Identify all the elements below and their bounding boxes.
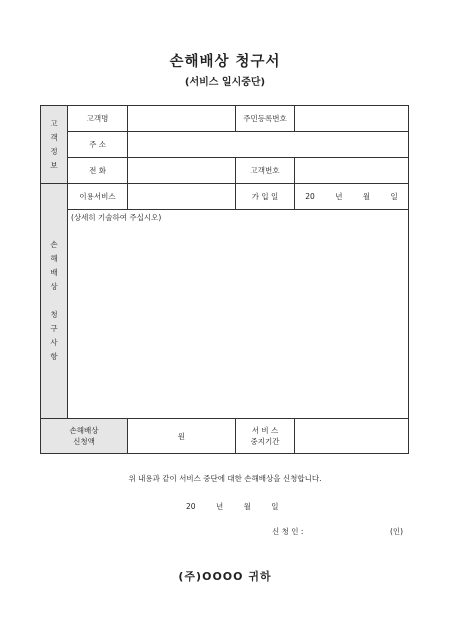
customer-number-field[interactable]	[295, 158, 409, 184]
customer-section-label	[41, 106, 68, 184]
join-date-day-unit: 일	[390, 192, 398, 201]
applicant-label: 신 청 인 :	[272, 527, 304, 536]
join-date-field[interactable]	[295, 184, 409, 210]
claim-statement: 위 내용과 같이 서비스 중단에 대한 손해배상을 신청합니다.	[128, 474, 322, 483]
join-date-year-unit: 년	[335, 192, 343, 201]
suspension-period-label-line1: 서 비 스	[251, 426, 279, 435]
application-date-day-unit: 일	[271, 502, 279, 511]
claim-section-label	[41, 184, 68, 419]
customer-section-char: 정	[50, 146, 58, 156]
claim-amount-label	[41, 419, 128, 454]
claim-section-char: 배	[50, 268, 58, 277]
customer-section-char: 고	[50, 118, 58, 128]
customer-name-field[interactable]	[128, 106, 236, 132]
claim-amount-field[interactable]	[128, 419, 236, 454]
claim-amount-label-line1: 손해배상	[69, 426, 99, 435]
application-date-year: 20	[186, 502, 196, 511]
claim-section-char: 항	[50, 352, 58, 361]
claim-section-char: 청	[50, 310, 58, 319]
resident-number-field[interactable]	[295, 106, 409, 132]
resident-number-label: 주민등록번호	[236, 106, 295, 132]
address-label: 주 소	[68, 132, 128, 158]
application-date	[186, 501, 296, 512]
claim-amount-label-line2: 신청액	[73, 437, 95, 446]
application-date-year-unit: 년	[215, 502, 224, 511]
claim-amount-unit: 원	[177, 431, 185, 441]
claim-section-char: 구	[50, 324, 58, 333]
claim-section-char: 손	[50, 240, 58, 249]
suspension-period-label-line2: 중지기간	[250, 437, 280, 446]
claim-section-char: 상	[50, 282, 58, 291]
recipient: (주)OOOO 귀하	[178, 570, 272, 583]
join-date-label: 가 입 일	[236, 184, 295, 210]
customer-name-label: 고객명	[68, 106, 128, 132]
suspension-period-label	[236, 419, 295, 454]
claim-details-placeholder: (상세히 기술하여 주십시오)	[71, 213, 162, 222]
customer-number-label: 고객번호	[236, 158, 295, 184]
claim-section-char: 해	[50, 254, 58, 263]
document-title: 손해배상 청구서	[169, 54, 281, 70]
claim-form-table	[40, 105, 409, 454]
claim-section-char: 사	[50, 338, 58, 347]
application-date-month-unit: 월	[243, 502, 251, 511]
seal-label: (인)	[390, 527, 404, 536]
suspension-period-field[interactable]	[295, 419, 409, 454]
phone-label: 전 화	[68, 158, 128, 184]
service-label: 이용서비스	[68, 184, 128, 210]
document-subtitle: (서비스 일시중단)	[184, 77, 266, 88]
customer-section-char: 보	[50, 160, 58, 170]
claim-section-spacer	[41, 294, 67, 308]
join-date-year: 20	[305, 192, 315, 201]
service-field[interactable]	[128, 184, 236, 210]
customer-section-char: 객	[50, 132, 58, 142]
address-field[interactable]	[128, 132, 409, 158]
join-date-month-unit: 월	[362, 192, 371, 201]
phone-field[interactable]	[128, 158, 236, 184]
claim-details-field[interactable]	[68, 210, 409, 419]
